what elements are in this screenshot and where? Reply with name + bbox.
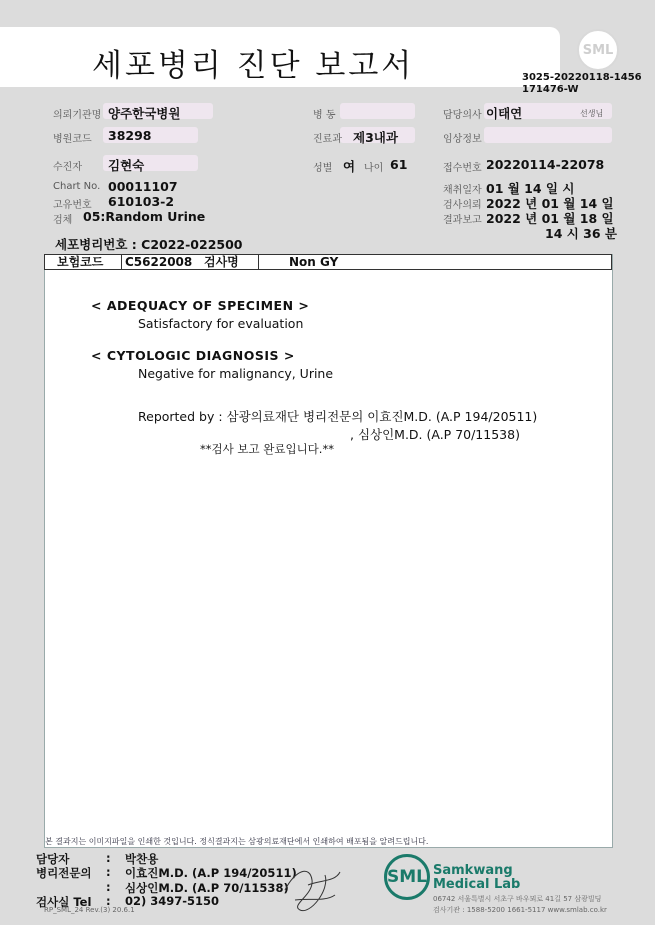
result-label: 결과보고 xyxy=(443,215,482,226)
insurance-code: C5622008 xyxy=(125,255,193,269)
adequacy-heading: < ADEQUACY OF SPECIMEN > xyxy=(91,298,310,313)
ward-pill xyxy=(340,103,415,119)
samkwang-logo-icon: SML xyxy=(384,854,430,900)
form-code: RP_SML_24 Rev.(3) 20.6.1 xyxy=(44,906,135,914)
sml-logo-icon: SML xyxy=(577,29,619,71)
address-line2: 검사기관 : 1588-5200 1661-5117 www.smlab.co.kr xyxy=(433,906,607,914)
test-name: Non GY xyxy=(289,255,339,269)
chart-value: 00011107 xyxy=(108,179,178,194)
tel-label: 검사실 Tel xyxy=(36,895,92,909)
adequacy-text: Satisfactory for evaluation xyxy=(138,316,304,331)
sex-value: 여 xyxy=(343,159,356,174)
doc-id-line2: 171476-W xyxy=(522,84,579,95)
report-panel xyxy=(44,254,613,848)
manager-label: 담당자 xyxy=(36,852,70,866)
pathologist-colon-2: : xyxy=(106,880,111,894)
reported-by: Reported by : 삼광의료재단 병리전문의 이효진M.D. (A.P 194/20511) xyxy=(138,409,538,424)
lab-name-line1: Samkwang xyxy=(433,863,513,878)
lab-address xyxy=(433,894,607,916)
request-label: 검사의뢰 xyxy=(443,200,482,211)
ward-label: 병 동 xyxy=(313,110,336,121)
chart-label: Chart No. xyxy=(53,181,101,192)
doctor-value: 이태연 xyxy=(486,106,523,121)
result-value: 2022 년 01 월 18 일 xyxy=(486,211,614,226)
dept-value: 제3내과 xyxy=(353,130,398,145)
tel-value: 02) 3497-5150 xyxy=(125,894,220,908)
collect-value: 01 월 14 일 시 xyxy=(486,181,575,196)
request-value: 2022 년 01 월 14 일 xyxy=(486,196,614,211)
doctor-label: 담당의사 xyxy=(443,110,482,121)
sex-label: 성별 xyxy=(313,163,333,174)
reception-label: 접수번호 xyxy=(443,163,482,174)
cyto-number: 세포병리번호 : C2022-022500 xyxy=(55,237,243,252)
age-label: 나이 xyxy=(364,163,384,174)
pathologist-label: 병리전문의 xyxy=(36,866,92,880)
test-label: 검사명 xyxy=(200,255,259,269)
hospital-value: 양주한국병원 xyxy=(108,106,181,121)
clinical-pill xyxy=(484,127,612,143)
unique-value: 610103-2 xyxy=(108,194,175,209)
reception-value: 20220114-22078 xyxy=(486,157,605,172)
pathologist-colon: : xyxy=(106,865,111,879)
tel-colon: : xyxy=(106,894,111,908)
doc-id xyxy=(522,72,642,96)
specimen-label: 검체 xyxy=(53,215,73,226)
result-time: 14 시 36 분 xyxy=(545,226,617,241)
hospital-label: 의뢰기관명 xyxy=(53,110,102,121)
insurance-label: 보험코드 xyxy=(45,255,122,269)
dept-label: 진료과 xyxy=(313,134,342,145)
address-line1: 06742 서울특별시 서초구 바우뫼로 41길 57 삼광빌딩 xyxy=(433,895,602,903)
diagnosis-heading: < CYTOLOGIC DIAGNOSIS > xyxy=(91,348,295,363)
reported-by-second: , 심상인M.D. (A.P 70/11538) xyxy=(350,427,520,442)
manager-colon: : xyxy=(106,851,111,865)
specimen-value: 05:Random Urine xyxy=(83,209,206,224)
manager-value: 박찬용 xyxy=(125,852,159,866)
lab-name-line2: Medical Lab xyxy=(433,877,521,892)
diagnosis-text: Negative for malignancy, Urine xyxy=(138,366,334,381)
doctor-suffix: 선생님 xyxy=(580,109,604,118)
pathologist-2: 심상인M.D. (A.P 70/11538) xyxy=(125,881,289,895)
notice-text: 본 결과지는 이미지파일을 인쇄한 것입니다. 정식결과지는 삼광의료재단에서 인쇄하여 배포됨을 알려드립니다. xyxy=(45,837,429,846)
patient-value: 김현숙 xyxy=(108,158,145,173)
report-complete: **검사 보고 완료입니다.** xyxy=(200,442,334,456)
age-value: 61 xyxy=(390,157,408,172)
pathologist-1: 이효진M.D. (A.P 194/20511) xyxy=(125,866,297,880)
hospital-code-label: 병원코드 xyxy=(53,134,92,145)
patient-label: 수진자 xyxy=(53,162,82,173)
lab-name xyxy=(433,864,520,892)
hospital-code-value: 38298 xyxy=(108,128,152,143)
collect-label: 채취일자 xyxy=(443,185,482,196)
unique-label: 고유번호 xyxy=(53,200,92,211)
code-bar xyxy=(44,254,612,270)
clinical-label: 임상정보 xyxy=(443,134,482,145)
signature-icon xyxy=(280,860,345,915)
page-title: 세포병리 진단 보고서 xyxy=(92,48,415,84)
doc-id-line1: 3025-20220118-1456 xyxy=(522,72,642,83)
